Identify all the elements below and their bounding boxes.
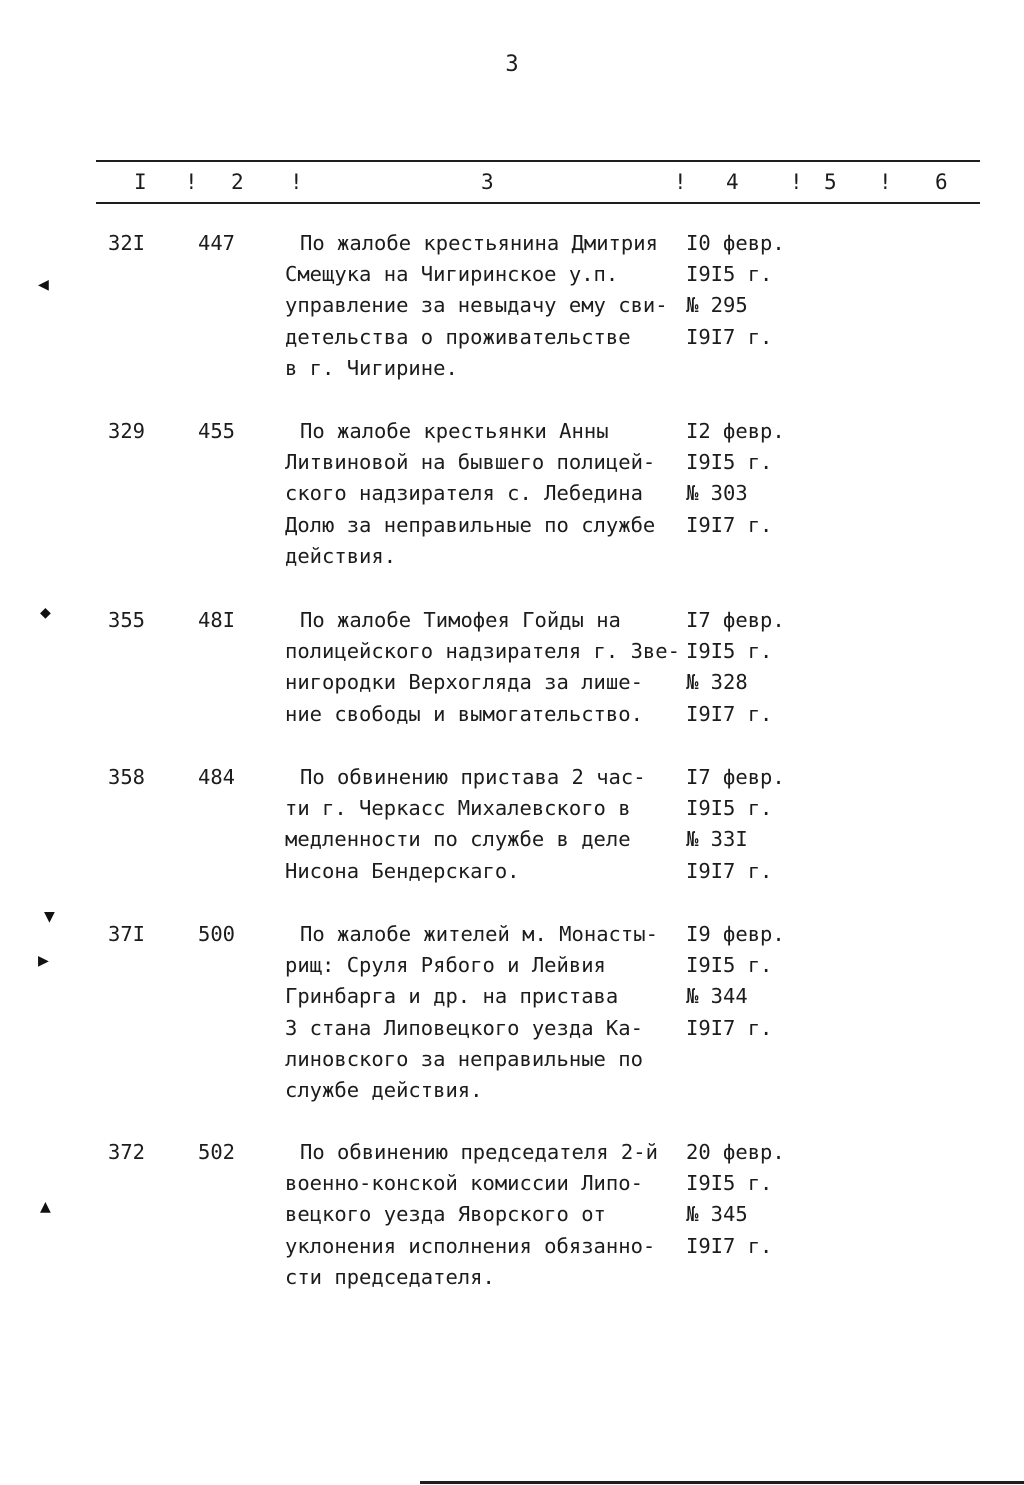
date-line: I9I5 г. — [686, 450, 773, 475]
description-line: Гринбарга и др. на пристава — [285, 984, 619, 1009]
description-line: военно-конской комиссии Липо- — [285, 1171, 643, 1196]
description-line: в г. Чигирине. — [285, 355, 458, 380]
case-description — [285, 228, 685, 384]
date-line: I9I5 г. — [686, 796, 773, 821]
case-dates — [686, 919, 785, 1044]
case-dates — [686, 228, 785, 353]
case-description — [285, 919, 685, 1106]
header-col-1: I — [134, 170, 147, 194]
row-number: 355 — [108, 608, 146, 632]
case-number: 500 — [198, 922, 236, 946]
description-line: Литвиновой на бывшего полицей- — [285, 450, 656, 475]
date-line: I9I5 г. — [686, 262, 773, 287]
header-separator: ! — [290, 170, 303, 194]
header-separator: ! — [674, 170, 687, 194]
case-number: 502 — [198, 1140, 236, 1164]
case-description — [285, 416, 685, 572]
date-line: I9I7 г. — [686, 1233, 773, 1258]
punch-hole-mark: ▲ — [40, 1196, 51, 1217]
header-top-rule — [96, 160, 980, 162]
description-line: Смещука на Чигиринское у.п. — [285, 262, 619, 287]
case-number: 455 — [198, 419, 236, 443]
description-line: детельства о проживательстве — [285, 324, 631, 349]
case-number: 447 — [198, 231, 236, 255]
bottom-edge-rule — [420, 1481, 1024, 1484]
description-line: По обвинению пристава 2 час- — [300, 765, 646, 789]
date-line: 20 февр. — [686, 1140, 785, 1164]
description-line: вецкого уезда Яворского от — [285, 1202, 606, 1227]
header-bottom-rule — [96, 202, 980, 204]
date-line: № 33I — [686, 827, 748, 852]
description-line: управление за невыдачу ему сви- — [285, 293, 668, 318]
date-line: I9I7 г. — [686, 701, 773, 726]
description-line: По жалобе жителей м. Монасты- — [300, 922, 658, 946]
date-line: I9 февр. — [686, 922, 785, 946]
case-number: 484 — [198, 765, 236, 789]
date-line: I9I7 г. — [686, 324, 773, 349]
date-line: № 328 — [686, 670, 748, 695]
date-line: I9I7 г. — [686, 1015, 773, 1040]
description-line: ти г. Черкасс Михалевского в — [285, 796, 631, 821]
punch-hole-mark: ▶ — [38, 950, 49, 971]
header-separator: ! — [790, 170, 803, 194]
description-line: По жалобе крестьянина Дмитрия — [300, 231, 658, 255]
header-col-3: 3 — [481, 170, 494, 194]
date-line: I9I7 г. — [686, 858, 773, 883]
description-line: ние свободы и вымогательство. — [285, 701, 643, 726]
description-line: По жалобе крестьянки Анны — [300, 419, 609, 443]
description-line: ского надзирателя с. Лебедина — [285, 481, 643, 506]
header-separator: ! — [185, 170, 198, 194]
case-dates — [686, 1137, 785, 1262]
date-line: I9I7 г. — [686, 512, 773, 537]
header-col-4: 4 — [726, 170, 739, 194]
case-dates — [686, 416, 785, 541]
description-line: службе действия. — [285, 1078, 483, 1103]
description-line: Нисона Бендерскаго. — [285, 858, 520, 883]
description-line: полицейского надзирателя г. Зве- — [285, 639, 680, 664]
description-line: линовского за неправильные по — [285, 1046, 643, 1071]
date-line: № 303 — [686, 481, 748, 506]
case-dates — [686, 762, 785, 887]
case-description — [285, 605, 685, 730]
description-line: рищ: Сруля Рябого и Лейвия — [285, 953, 606, 978]
header-col-5: 5 — [824, 170, 837, 194]
description-line: уклонения исполнения обязанно- — [285, 1233, 656, 1258]
description-line: сти председателя. — [285, 1264, 495, 1289]
row-number: 358 — [108, 765, 146, 789]
description-line: действия. — [285, 543, 397, 568]
description-line: нигородки Верхогляда за лише- — [285, 670, 643, 695]
date-line: I9I5 г. — [686, 1171, 773, 1196]
header-col-6: 6 — [935, 170, 948, 194]
description-line: медленности по службе в деле — [285, 827, 631, 852]
date-line: I0 февр. — [686, 231, 785, 255]
date-line: I7 февр. — [686, 765, 785, 789]
page-number: 3 — [505, 52, 519, 77]
row-number: 329 — [108, 419, 146, 443]
case-description — [285, 762, 685, 887]
date-line: № 295 — [686, 293, 748, 318]
header-col-2: 2 — [231, 170, 244, 194]
date-line: № 345 — [686, 1202, 748, 1227]
date-line: I2 февр. — [686, 419, 785, 443]
punch-hole-mark: ◆ — [40, 602, 51, 623]
case-number: 48I — [198, 608, 236, 632]
date-line: I9I5 г. — [686, 953, 773, 978]
row-number: 372 — [108, 1140, 146, 1164]
row-number: 32I — [108, 231, 146, 255]
description-line: По жалобе Тимофея Гойды на — [300, 608, 621, 632]
date-line: № 344 — [686, 984, 748, 1009]
date-line: I9I5 г. — [686, 639, 773, 664]
date-line: I7 февр. — [686, 608, 785, 632]
punch-hole-mark: ▼ — [44, 906, 55, 927]
case-dates — [686, 605, 785, 730]
punch-hole-mark: ◀ — [38, 274, 49, 295]
description-line: 3 стана Липовецкого уезда Ка- — [285, 1015, 643, 1040]
row-number: 37I — [108, 922, 146, 946]
header-separator: ! — [879, 170, 892, 194]
description-line: По обвинению председателя 2-й — [300, 1140, 658, 1164]
case-description — [285, 1137, 685, 1293]
description-line: Долю за неправильные по службе — [285, 512, 656, 537]
